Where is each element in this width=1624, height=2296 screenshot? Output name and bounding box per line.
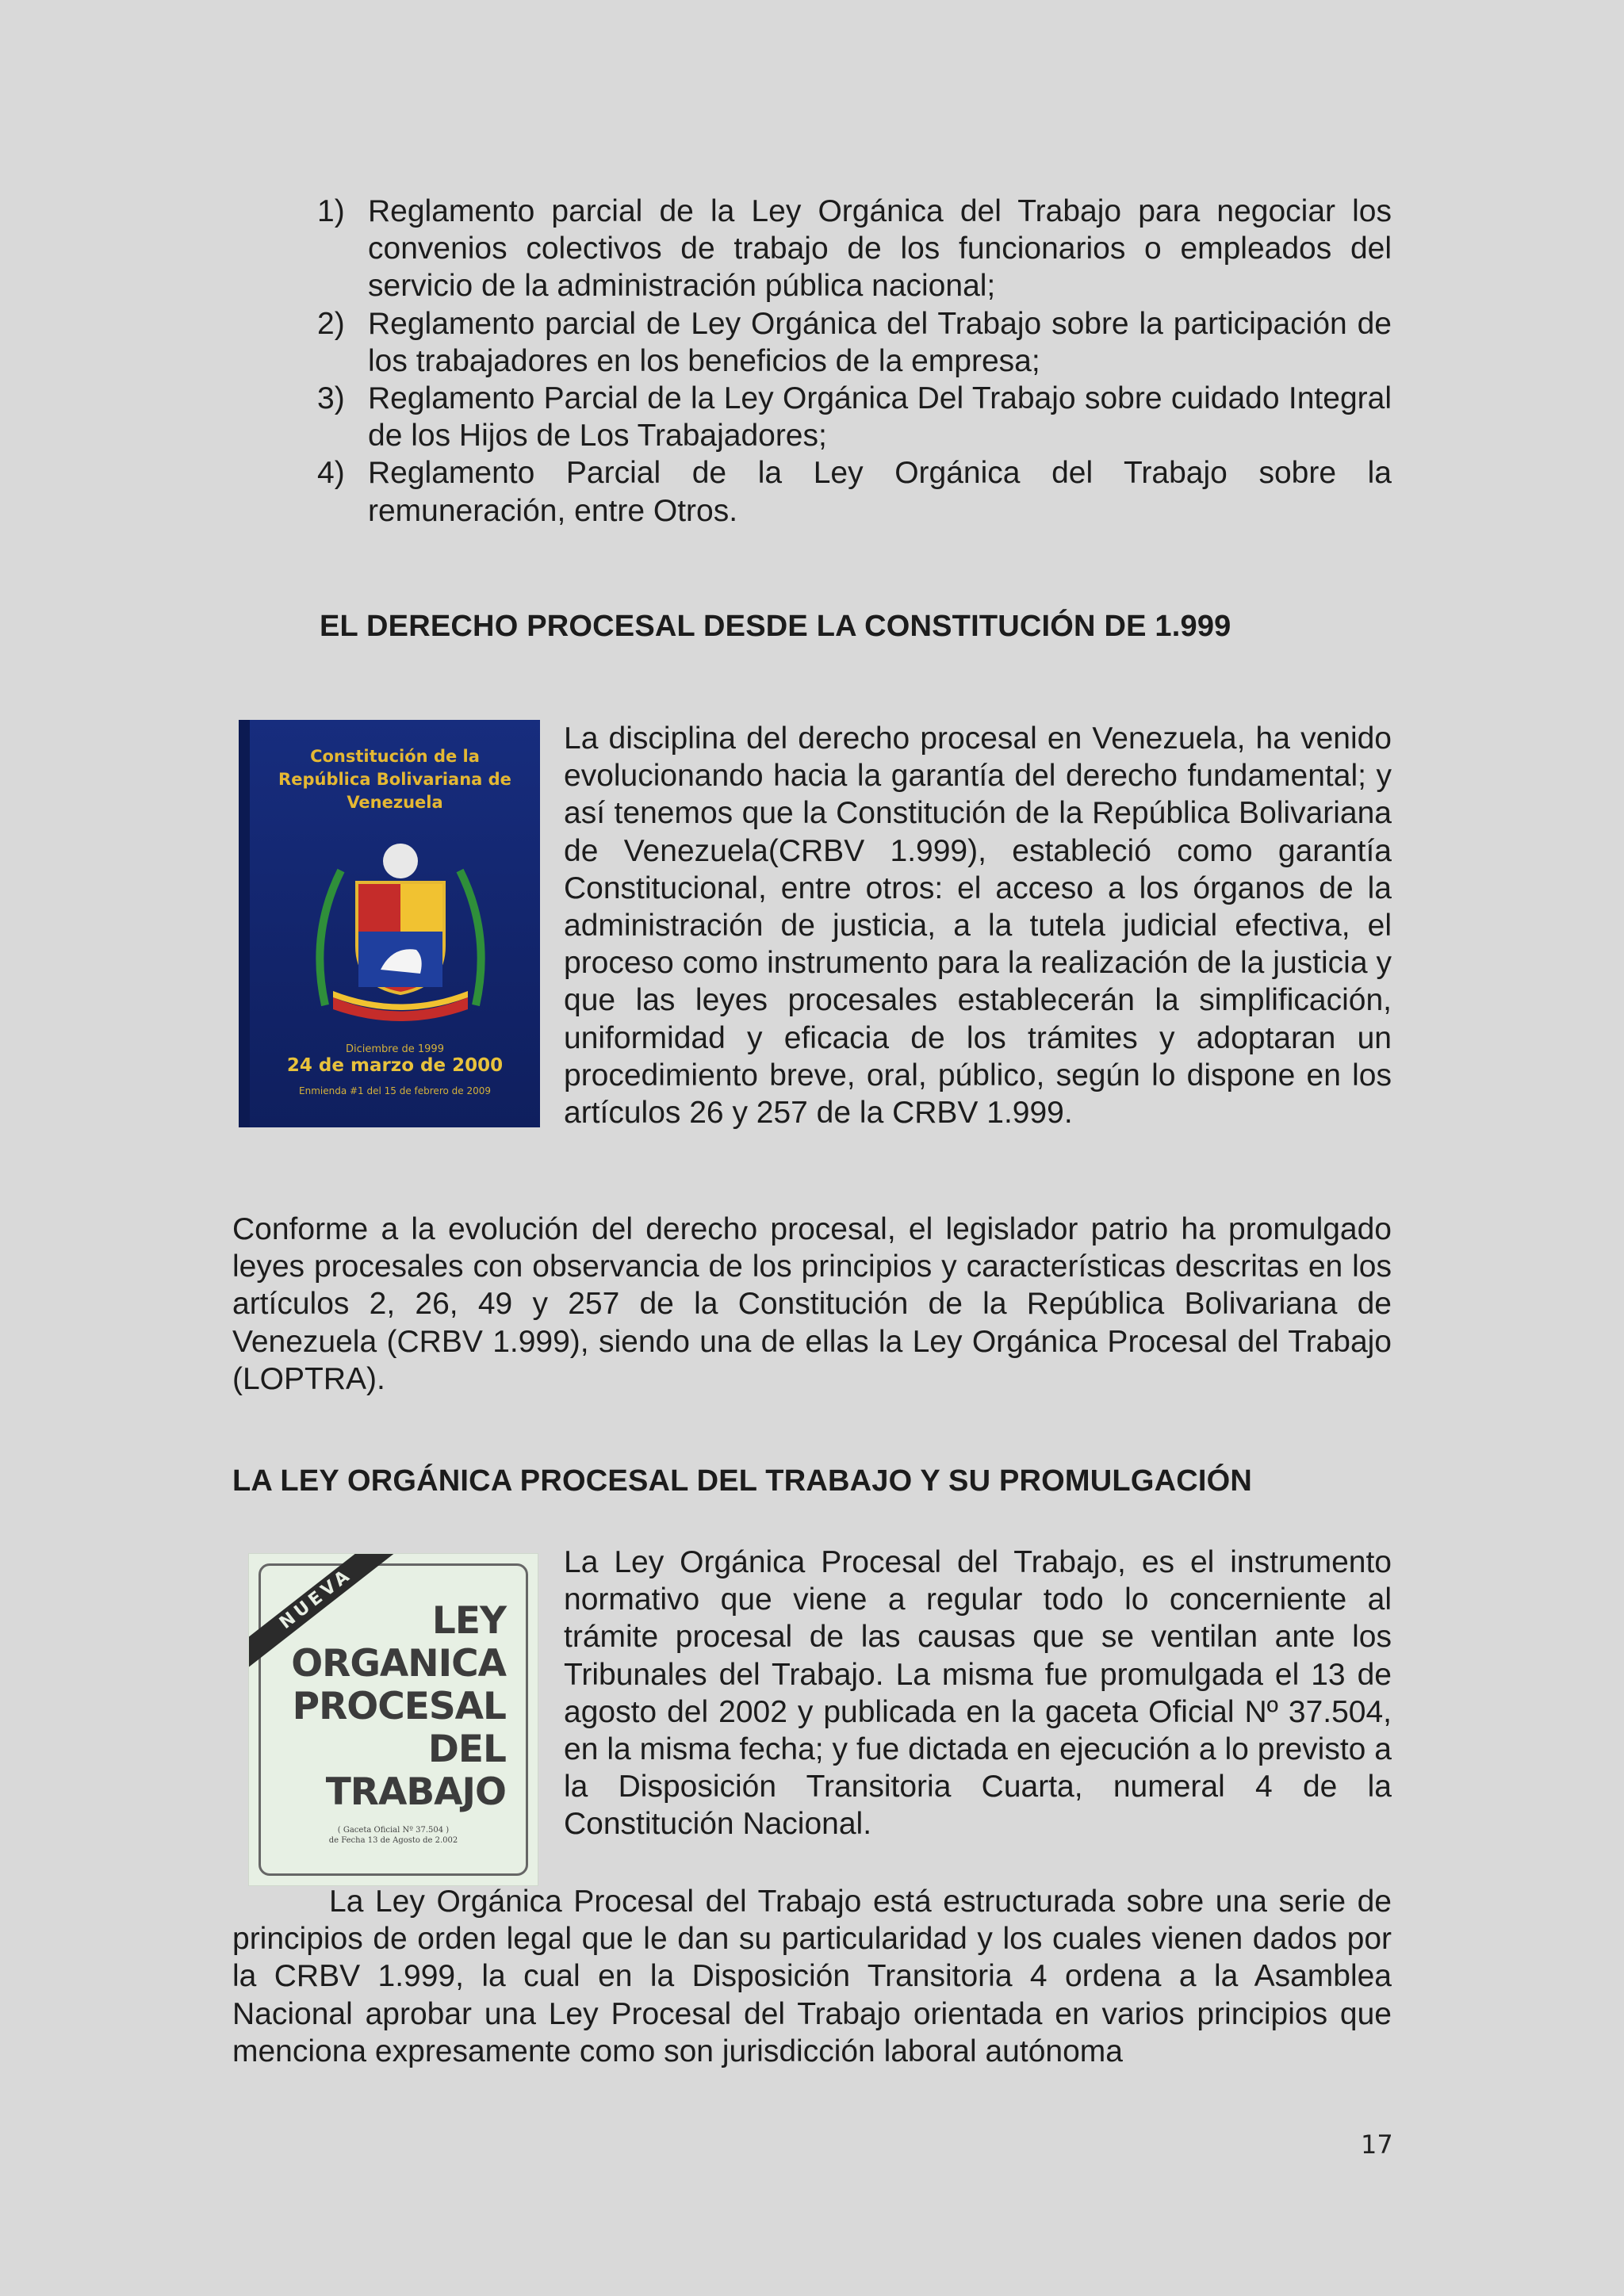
cover-title-line: LEY (431, 1599, 506, 1643)
cover-band: NUEVA (248, 1553, 405, 1672)
section2-intro (232, 1544, 1392, 1894)
list-item-number: 2) (317, 306, 345, 341)
section1-paragraph: La disciplina del derecho procesal en Venezuela, ha venido evolucionando hacia la garantía del derecho fundamental; y así tenemos que la Constitución de la República Bolivariana de Venezuela(CRBV 1.999), estableció como garantía Constitucional, entre otros: el acceso a los órganos de la administración de justicia, a la tutela judicial efectiva, el proceso como instrumento para la realización de la justicia y que las leyes procesales establecerán la simplificación, uniformidad y eficacia de los trámites y adoptaran un procedimiento breve, oral, público, según lo dispone en los artículos 26 y 257 de la CRBV 1.999. (564, 721, 1392, 1131)
cover-title (250, 745, 540, 814)
section2-paragraph-2: La Ley Orgánica Procesal del Trabajo está estructurada sobre una serie de principios de orden legal que le dan su particularidad y los cuales vienen dados por la CRBV 1.999, la cual en la Disposición Transitoria 4 ordena a la Asamblea Nacional aprobar una Ley Procesal del Trabajo orientada en varios principios que menciona expresamente como son jurisdicción laboral autónoma (232, 1885, 1392, 2068)
cover-gaceta-line: ( Gaceta Oficial Nº 37.504 ) (337, 1826, 450, 1835)
section-heading-derecho-procesal: EL DERECHO PROCESAL DESDE LA CONSTITUCIÓN DE 1.999 (320, 610, 1231, 643)
list-item-number: 3) (317, 381, 345, 416)
section-heading-loptra: LA LEY ORGÁNICA PROCESAL DEL TRABAJO Y SU PROMULGACIÓN (232, 1464, 1253, 1498)
list-item (317, 454, 1392, 529)
cover-title-line: República Bolivariana de (278, 770, 511, 789)
law-book-cover-image (248, 1553, 538, 1886)
cover-date-line: 24 de marzo de 2000 (286, 1055, 504, 1076)
list-item-text: Reglamento parcial de la Ley Orgánica del Trabajo para negociar los convenios colectivos de trabajo de los funcionarios o empleados del servicio de la administración pública nacional; (368, 194, 1392, 304)
coat-of-arms-icon (293, 839, 508, 1021)
cover-title (291, 1600, 506, 1814)
cover-title-line: Venezuela (347, 793, 443, 812)
constitution-book-cover-image (239, 720, 540, 1127)
list-item-number: 1) (317, 194, 345, 228)
list-item (317, 380, 1392, 454)
list-item-text: Reglamento Parcial de la Ley Orgánica Del Trabajo sobre cuidado Integral de los Hijos de Los Trabajadores; (368, 381, 1392, 453)
cover-title-line: Constitución de la (310, 747, 480, 766)
regulations-list (317, 193, 1392, 530)
cover-date-line: Enmienda #1 del 15 de febrero de 2009 (299, 1085, 491, 1096)
cover-title-line: PROCESAL (292, 1685, 506, 1728)
page-number: 17 (1361, 2130, 1393, 2160)
list-item (317, 193, 1392, 305)
list-item-text: Reglamento Parcial de la Ley Orgánica del Trabajo sobre la remuneración, entre Otros. (368, 456, 1392, 528)
section1-paragraph-2: Conforme a la evolución del derecho procesal, el legislador patrio ha promulgado leyes procesales con observancia de los principios y características descritas en los artículos 2, 26, 49 y 257 de la Constitución de la República Bolivariana de Venezuela (CRBV 1.999), siendo una de ellas la Ley Orgánica Procesal del Trabajo (LOPTRA). (232, 1212, 1392, 1396)
cover-title-line: ORGANICA (291, 1642, 506, 1686)
cover-title-line: DEL (427, 1728, 506, 1771)
section2-paragraph: La Ley Orgánica Procesal del Trabajo, es el instrumento normativo que viene a regular todo lo concerniente al trámite procesal de las causas que se ventilan ante los Tribunales del Trabajo. La misma fue promulgada el 13 de agosto del 2002 y publicada en la gaceta Oficial Nº 37.504, en la misma fecha; y fue dictada en ejecución a lo previsto a la Disposición Transitoria Cuarta, numeral 4 de la Constitución Nacional. (564, 1545, 1392, 1842)
list-item-text: Reglamento parcial de Ley Orgánica del Trabajo sobre la participación de los trabajadores en los beneficios de la empresa; (368, 306, 1392, 378)
cover-gaceta-line: de Fecha 13 de Agosto de 2.002 (328, 1836, 458, 1845)
cover-date-line: Diciembre de 1999 (346, 1043, 444, 1055)
list-item (317, 305, 1392, 380)
cover-title-line: TRABAJO (325, 1770, 506, 1814)
cover-gaceta (249, 1825, 538, 1846)
list-item-number: 4) (317, 456, 345, 491)
section1-intro (232, 720, 1392, 1135)
